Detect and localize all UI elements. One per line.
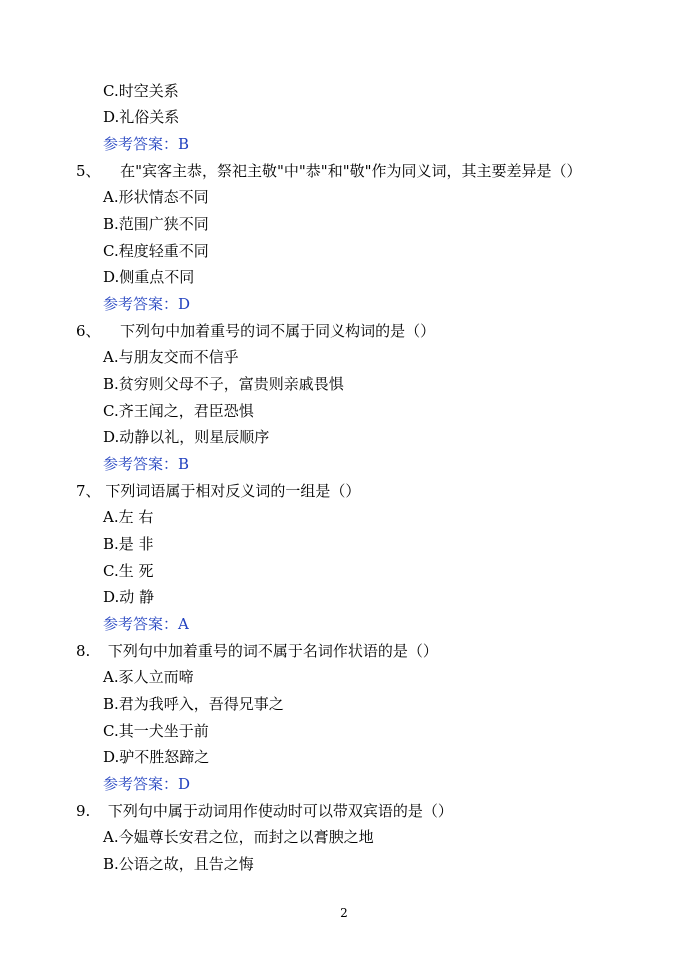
q9-question (76, 801, 453, 821)
q5-answer: 参考答案：D (103, 295, 191, 313)
q6-number: 6、 (76, 322, 101, 340)
q5-question (76, 161, 582, 181)
q9-option-b: B.公语之故，且告之悔 (103, 855, 254, 873)
q7-number: 7、 (76, 482, 101, 500)
q9-number: 9. (76, 802, 91, 820)
q5-option-c: C.程度轻重不同 (103, 242, 209, 260)
q5-option-a: A.形状情态不同 (103, 188, 209, 206)
q6-option-a: A.与朋友交而不信乎 (103, 348, 239, 366)
q7-option-b: B.是 非 (103, 535, 154, 553)
q6-option-d: D.动静以礼，则星辰顺序 (103, 428, 270, 446)
q8-question (76, 641, 438, 661)
q4-answer: 参考答案：B (103, 135, 190, 153)
q4-option-c: C.时空关系 (103, 82, 179, 100)
q7-answer: 参考答案：A (103, 615, 189, 633)
q7-option-d: D.动 静 (103, 588, 155, 606)
q8-option-c: C.其一犬坐于前 (103, 722, 209, 740)
q6-option-c: C.齐王闻之，君臣恐惧 (103, 402, 254, 420)
q6-option-b: B.贫穷则父母不子，富贵则亲戚畏惧 (103, 375, 344, 393)
q8-option-d: D.驴不胜怒蹄之 (103, 748, 210, 766)
q5-number: 5、 (76, 162, 101, 180)
q5-option-d: D.侧重点不同 (103, 268, 195, 286)
q5-text: 在"宾客主恭，祭祀主敬"中"恭"和"敬"作为同义词，其主要差异是（） (120, 162, 582, 180)
q8-option-a: A.豕人立而啼 (103, 668, 194, 686)
q9-text: 下列句中属于动词用作使动时可以带双宾语的是（） (107, 802, 453, 820)
q5-option-b: B.范围广狭不同 (103, 215, 209, 233)
q8-number: 8. (76, 642, 91, 660)
q7-text: 下列词语属于相对反义词的一组是（） (105, 482, 361, 500)
q9-option-a: A.今媪尊长安君之位，而封之以膏腴之地 (103, 828, 374, 846)
q4-option-d: D.礼俗关系 (103, 108, 180, 126)
page-number: 2 (340, 906, 348, 920)
q8-text: 下列句中加着重号的词不属于名词作状语的是（） (107, 642, 438, 660)
q7-option-c: C.生 死 (103, 562, 154, 580)
q6-text: 下列句中加着重号的词不属于同义构词的是（） (120, 322, 436, 340)
q6-answer: 参考答案：B (103, 455, 190, 473)
q6-question (76, 321, 435, 341)
q8-option-b: B.君为我呼入，吾得兄事之 (103, 695, 284, 713)
q7-option-a: A.左 右 (103, 508, 154, 526)
q8-answer: 参考答案：D (103, 775, 191, 793)
q7-question (76, 481, 360, 501)
